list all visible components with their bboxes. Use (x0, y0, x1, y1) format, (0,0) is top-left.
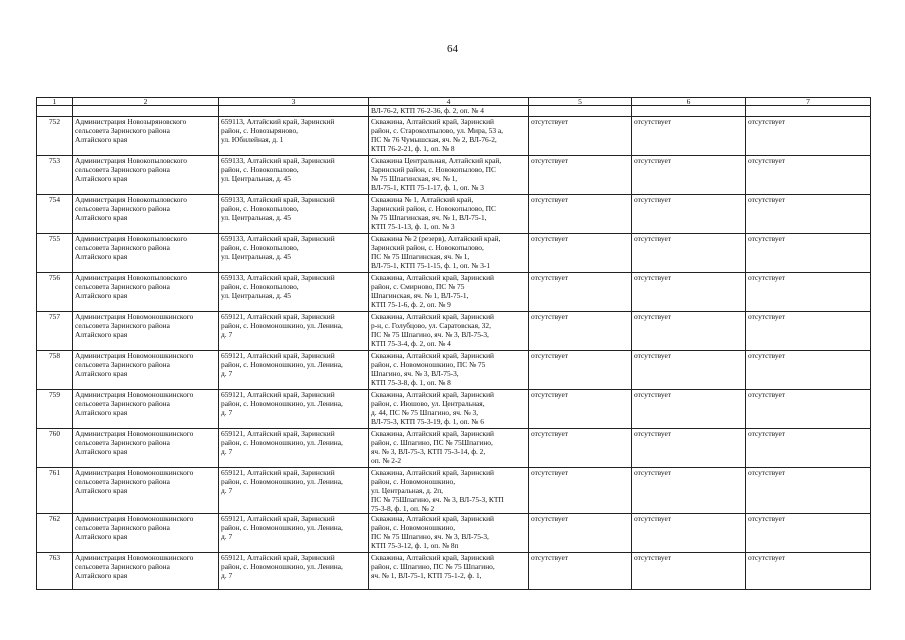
object-cell: Скважина, Алтайский край, Заринский район, с. Шпагино, ПС № 75 Шпагино, яч. № 1, ВЛ-75-1, КТП 75-1-2, ф. 1, (369, 553, 529, 590)
organization-cell: Администрация Новомоношкинского сельсовета Заринского района Алтайского края (73, 468, 219, 514)
address-cell: 659121, Алтайский край, Заринский район, с. Новомоношкино, ул. Ленина, д. 7 (219, 514, 369, 553)
column-header: 2 (73, 98, 219, 106)
address-cell: 659113, Алтайский край, Заринский район, с. Новозыряново, ул. Юбилейная, д. 1 (219, 117, 369, 156)
address-cell: 659121, Алтайский край, Заринский район, с. Новомоношкино, ул. Ленина, д. 7 (219, 468, 369, 514)
row-number: 761 (37, 468, 73, 514)
address-cell: 659133, Алтайский край, Заринский район, с. Новокопылово, ул. Центральная, д. 45 (219, 273, 369, 312)
table-row (37, 514, 871, 553)
column-5-cell: отсутствует (529, 514, 632, 553)
column-5-cell: отсутствует (529, 429, 632, 468)
column-header: 3 (219, 98, 369, 106)
address-cell: 659121, Алтайский край, Заринский район, с. Новомоношкино, ул. Ленина, д. 7 (219, 390, 369, 429)
object-cell: Скважина, Алтайский край, Заринский район, с. Новомоношкино, ул. Центральная, д. 2п, ПС № 75Шпагино, яч. № 3, ВЛ-75-3, КТП 75-3-8, ф. 1, оп. № 2 (369, 468, 529, 514)
column-5-cell: отсутствует (529, 273, 632, 312)
table-row (37, 273, 871, 312)
column-7-cell: отсутствует (746, 312, 871, 351)
row-number: 754 (37, 195, 73, 234)
column-5-cell: отсутствует (529, 156, 632, 195)
column-5-cell: отсутствует (529, 234, 632, 273)
column-6-cell: отсутствует (632, 468, 746, 514)
address-cell: 659133, Алтайский край, Заринский район, с. Новокопылово, ул. Центральная, д. 45 (219, 156, 369, 195)
table-row (37, 195, 871, 234)
column-number-header (37, 98, 871, 106)
column-5-cell: отсутствует (529, 468, 632, 514)
organization-cell: Администрация Новокопыловского сельсовета Заринского района Алтайского края (73, 234, 219, 273)
column-7-cell: отсутствует (746, 234, 871, 273)
organization-cell: Администрация Новомоношкинского сельсовета Заринского района Алтайского края (73, 312, 219, 351)
column-header: 4 (369, 98, 529, 106)
row-number: 758 (37, 351, 73, 390)
row-number: 755 (37, 234, 73, 273)
object-cell: Скважина № 1, Алтайский край, Заринский район, с. Новокопылово, ПС № 75 Шпагинская, яч. № 1, ВЛ-75-1, КТП 75-1-13, ф. 1, оп. № 3 (369, 195, 529, 234)
column-6-cell: отсутствует (632, 273, 746, 312)
object-cell: Скважина, Алтайский край, Заринский район, с. Новомоношкино, ПС № 75 Шпагино, яч. № 3, ВЛ-75-3, КТП 75-3-12, ф. 1, оп. № 8п (369, 514, 529, 553)
column-header: 7 (746, 98, 871, 106)
column-7-cell: отсутствует (746, 429, 871, 468)
column-7-cell: отсутствует (746, 390, 871, 429)
column-6-cell: отсутствует (632, 195, 746, 234)
organization-cell: Администрация Новомоношкинского сельсовета Заринского района Алтайского края (73, 429, 219, 468)
table-row (37, 312, 871, 351)
organization-cell: Администрация Новокопыловского сельсовета Заринского района Алтайского края (73, 273, 219, 312)
address-cell: 659121, Алтайский край, Заринский район, с. Новомоношкино, ул. Ленина, д. 7 (219, 429, 369, 468)
row-number: 763 (37, 553, 73, 590)
address-cell: 659121, Алтайский край, Заринский район, с. Новомоношкино, ул. Ленина, д. 7 (219, 553, 369, 590)
row-number: 756 (37, 273, 73, 312)
organization-cell: Администрация Новокопыловского сельсовета Заринского района Алтайского края (73, 156, 219, 195)
row-number: 762 (37, 514, 73, 553)
table-row (37, 117, 871, 156)
table-row (37, 429, 871, 468)
organization-cell: Администрация Новомоношкинского сельсовета Заринского района Алтайского края (73, 514, 219, 553)
registry-table (36, 97, 871, 590)
column-5-cell: отсутствует (529, 351, 632, 390)
organization-cell: Администрация Новомоношкинского сельсовета Заринского района Алтайского края (73, 390, 219, 429)
table-row (37, 234, 871, 273)
column-5-cell: отсутствует (529, 312, 632, 351)
table-row (37, 553, 871, 590)
column-7-cell: отсутствует (746, 351, 871, 390)
object-cell: Скважина № 2 (резерв), Алтайский край, Заринский район, с. Новокопылово, ПС № 75 Шпагинская, яч. № 1, ВЛ-75-1, КТП 75-1-15, ф. 1, оп. № 3-1 (369, 234, 529, 273)
row-number: 759 (37, 390, 73, 429)
column-6-cell: отсутствует (632, 553, 746, 590)
column-6-cell: отсутствует (632, 312, 746, 351)
column-7-cell: отсутствует (746, 117, 871, 156)
object-cell: Скважина Центральная, Алтайский край, Заринский район, с. Новокопылово, ПС № 75 Шпагинская, яч. № 1, ВЛ-75-1, КТП 75-1-17, ф. 1, оп. № 3 (369, 156, 529, 195)
row-number: 753 (37, 156, 73, 195)
table-row (37, 351, 871, 390)
column-header: 1 (37, 98, 73, 106)
continuation-row (37, 106, 871, 117)
row-number: 752 (37, 117, 73, 156)
column-header: 5 (529, 98, 632, 106)
object-cell: Скважина, Алтайский край, Заринский район, с. Староколпылово, ул. Мира, 53 а, ПС № 76 Чумышская, яч. № 2, ВЛ-76-2, КТП 76-2-21, ф. 1, оп. № 8 (369, 117, 529, 156)
organization-cell: Администрация Новозыряновского сельсовета Заринского района Алтайского края (73, 117, 219, 156)
column-6-cell: отсутствует (632, 156, 746, 195)
row-number: 757 (37, 312, 73, 351)
object-cell: Скважина, Алтайский край, Заринский р-н, с. Голубцово, ул. Саратовская, 32, ПС № 75 Шпагино, яч. № 3, ВЛ-75-3, КТП 75-3-4, ф. 2, оп. № 4 (369, 312, 529, 351)
table-row (37, 468, 871, 514)
column-header: 6 (632, 98, 746, 106)
column-6-cell: отсутствует (632, 514, 746, 553)
table-row (37, 156, 871, 195)
column-7-cell: отсутствует (746, 195, 871, 234)
column-5-cell: отсутствует (529, 390, 632, 429)
organization-cell: Администрация Новокопыловского сельсовета Заринского района Алтайского края (73, 195, 219, 234)
column-6-cell: отсутствует (632, 390, 746, 429)
object-cell: Скважина, Алтайский край, Заринский район, с. Новомоношкино, ПС № 75 Шпагино, яч. № 3, ВЛ-75-3, КТП 75-3-8, ф. 1, оп. № 8 (369, 351, 529, 390)
object-cell: Скважина, Алтайский край, Заринский район, с. Июшово, ул. Центральная, д. 44, ПС № 75 Шпагино, яч. № 3, ВЛ-75-3, КТП 75-3-19, ф. 1, оп. № 6 (369, 390, 529, 429)
row-number: 760 (37, 429, 73, 468)
organization-cell: Администрация Новомоношкинского сельсовета Заринского района Алтайского края (73, 351, 219, 390)
column-6-cell: отсутствует (632, 234, 746, 273)
organization-cell: Администрация Новомоношкинского сельсовета Заринского района Алтайского края (73, 553, 219, 590)
column-7-cell: отсутствует (746, 273, 871, 312)
continuation-text: ВЛ-76-2, КТП 76-2-36, ф. 2, оп. № 4 (369, 106, 529, 117)
column-5-cell: отсутствует (529, 195, 632, 234)
column-7-cell: отсутствует (746, 468, 871, 514)
column-7-cell: отсутствует (746, 514, 871, 553)
table-row (37, 390, 871, 429)
object-cell: Скважина, Алтайский край, Заринский район, с. Шпагино, ПС № 75Шпагино, яч. № 3, ВЛ-75-3, КТП 75-3-14, ф. 2, оп. № 2-2 (369, 429, 529, 468)
column-6-cell: отсутствует (632, 429, 746, 468)
column-7-cell: отсутствует (746, 553, 871, 590)
column-7-cell: отсутствует (746, 156, 871, 195)
object-cell: Скважина, Алтайский край, Заринский район, с. Смирново, ПС № 75 Шпагинская, яч. № 1, ВЛ-75-1, КТП 75-1-6, ф. 2, оп. № 9 (369, 273, 529, 312)
column-6-cell: отсутствует (632, 351, 746, 390)
column-6-cell: отсутствует (632, 117, 746, 156)
page-number: 64 (447, 43, 458, 55)
address-cell: 659133, Алтайский край, Заринский район, с. Новокопылово, ул. Центральная, д. 45 (219, 234, 369, 273)
column-5-cell: отсутствует (529, 117, 632, 156)
address-cell: 659121, Алтайский край, Заринский район, с. Новомоношкино, ул. Ленина, д. 7 (219, 351, 369, 390)
column-5-cell: отсутствует (529, 553, 632, 590)
address-cell: 659121, Алтайский край, Заринский район, с. Новомоношкино, ул. Ленина, д. 7 (219, 312, 369, 351)
address-cell: 659133, Алтайский край, Заринский район, с. Новокопылово, ул. Центральная, д. 45 (219, 195, 369, 234)
